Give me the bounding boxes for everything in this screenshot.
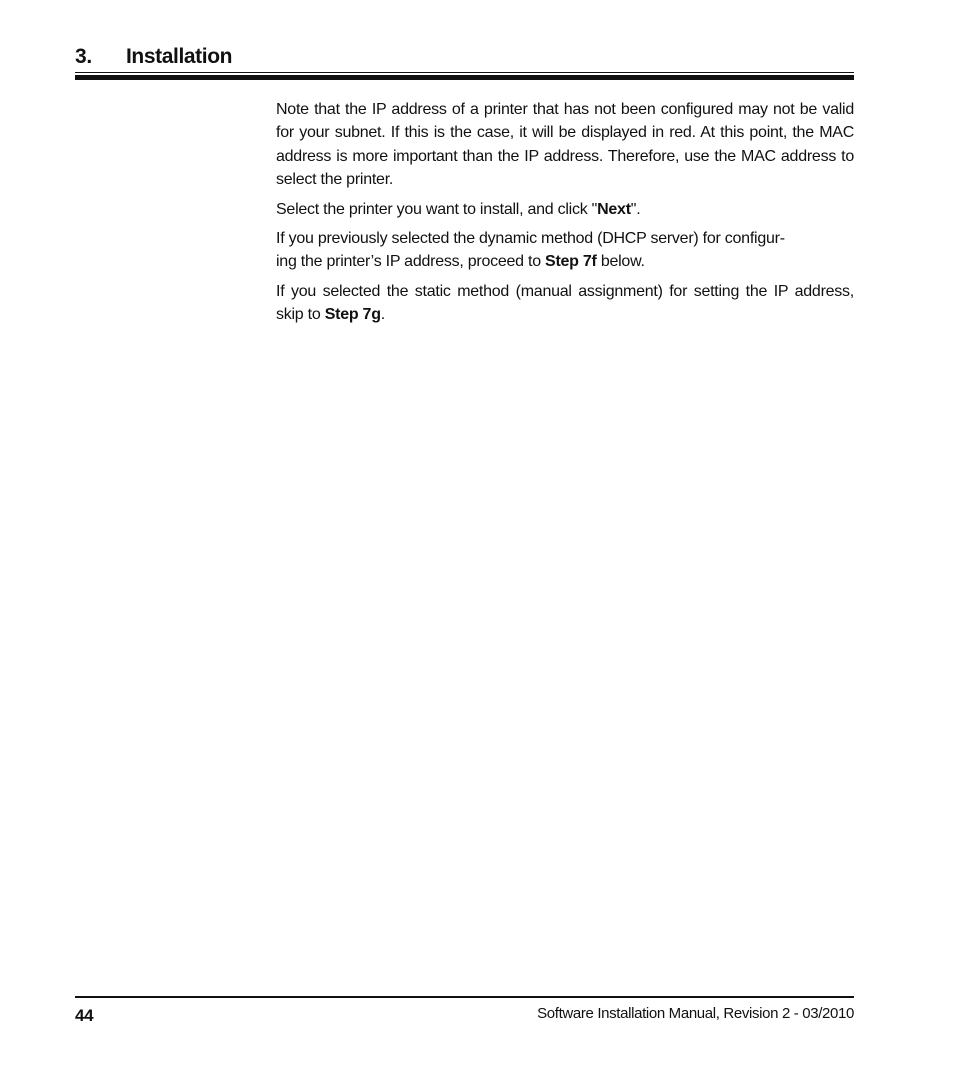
static-method-text-end: . — [380, 306, 385, 324]
paragraph-static-method — [276, 280, 854, 327]
header-rule-thick — [75, 75, 854, 80]
paragraph-select-printer — [276, 198, 854, 221]
page-header — [75, 45, 854, 71]
paragraph-ip-address-note: Note that the IP address of a printer that has not been configured may not be valid for your subnet. If this is the case, it will be displayed in red. At this point, the MAC address is more important than the IP address. Therefore, use the MAC address to select the printer. — [276, 101, 854, 189]
select-printer-text-end: ". — [630, 200, 641, 218]
step-7f-reference: Step 7f — [545, 253, 597, 271]
paragraph-dhcp-method — [276, 227, 854, 274]
dhcp-line2: ing the printer’s IP address, proceed to — [276, 253, 546, 271]
static-method-text: If you selected the static method (manual assignment) for setting the IP address, skip to — [276, 282, 854, 324]
dhcp-line1: If you previously selected the dynamic method (DHCP server) for configur- — [276, 230, 785, 248]
page-number: 44 — [75, 1006, 94, 1025]
step-7g-reference: Step 7g — [324, 306, 381, 324]
header-rule-thin — [75, 72, 854, 73]
body-text — [276, 98, 854, 333]
select-printer-text: Select the printer you want to install, and click " — [276, 200, 598, 218]
document-title: Software Installation Manual, Revision 2 - 03/2010 — [537, 1005, 854, 1022]
dhcp-line2-end: below. — [596, 253, 645, 271]
chapter-number: 3. — [75, 45, 92, 68]
chapter-title: Installation — [126, 45, 233, 68]
footer-rule — [75, 996, 854, 998]
next-keyword: Next — [597, 200, 631, 218]
